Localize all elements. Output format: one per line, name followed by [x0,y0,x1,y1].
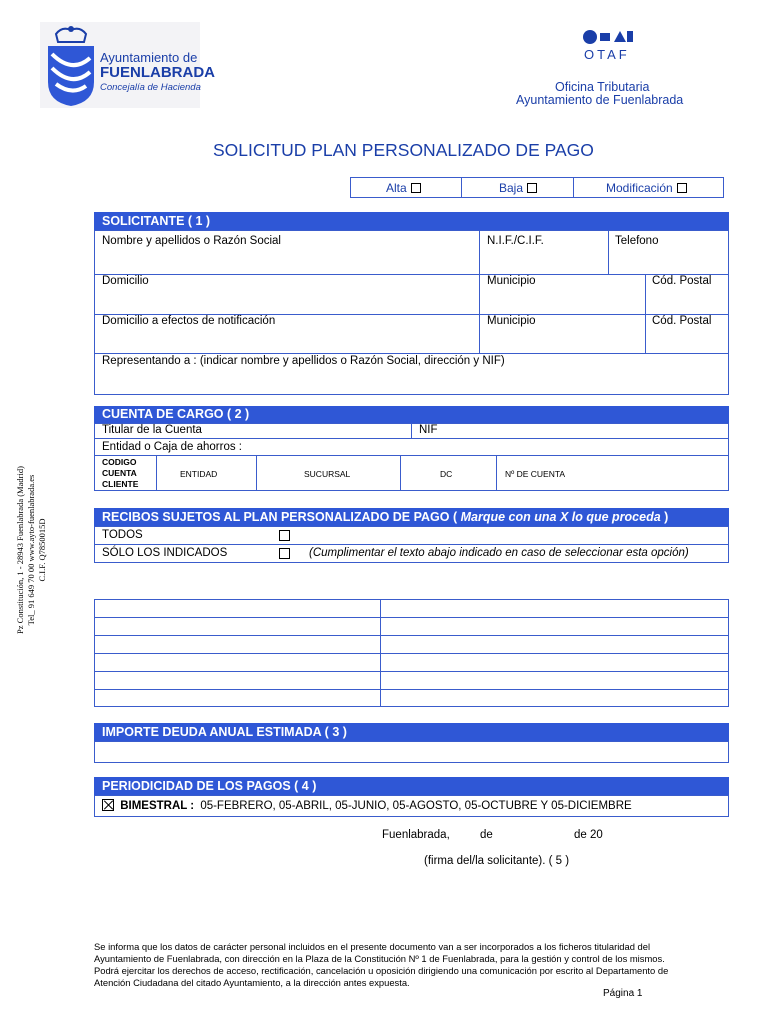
otaf-logo-icon [582,28,634,46]
todos-label: TODOS [102,529,143,541]
side-line3: C.I.F. Q7850015D [37,518,47,582]
codigo-label-1: CODIGO [102,457,137,467]
bimestral-label: BIMESTRAL : [120,800,195,812]
office-line1: Oficina Tributaria [555,80,650,94]
page-title: SOLICITUD PLAN PERSONALIZADO DE PAGO [213,140,594,160]
office-line2: Ayuntamiento de Fuenlabrada [516,93,684,107]
otaf-text: OTAF [584,47,630,62]
solo-label: SÓLO LOS INDICADOS [102,547,228,559]
privacy-notice [94,941,734,989]
impuesto-column-header: IMPUESTO [102,583,168,597]
baja-option[interactable]: Baja [499,181,537,195]
entidad-field[interactable]: Entidad o Caja de ahorros : [102,441,243,453]
represent-field[interactable]: Representando a : (indicar nombre y apellidos o Razón Social, dirección y NIF) [102,355,505,367]
municipality-logo [40,22,215,108]
table-row[interactable] [94,635,729,636]
dc-column[interactable]: DC [440,469,453,479]
sucursal-column[interactable]: SUCURSAL [304,469,351,479]
domicilio-field[interactable]: Domicilio [102,275,149,287]
table-row[interactable] [94,689,729,690]
importe-field[interactable] [94,741,729,763]
modificacion-option[interactable]: Modificación [606,181,687,195]
importe-header: IMPORTE DEUDA ANUAL ESTIMADA ( 3 ) [94,723,729,741]
privacy-line3: Podrá ejercitar los derechos de acceso, rectificación, cancelación u oposición dirigiendo una comunicación por escrito al Departamento de [94,965,669,976]
modificacion-checkbox[interactable] [677,183,687,193]
objeto-column-header: OBJETO TRIBUTARIO [386,583,517,597]
baja-checkbox[interactable] [527,183,537,193]
entidad-column[interactable]: ENTIDAD [180,469,218,479]
signature-city: Fuenlabrada, [382,829,450,841]
recibos-header: RECIBOS SUJETOS AL PLAN PERSONALIZADO DE PAGO ( Marque con una X lo que proceda ) [94,508,729,526]
codigo-label-2: CUENTA [102,468,137,478]
notif-address-field[interactable]: Domicilio a efectos de notificación [102,315,276,327]
cuenta-nif-field[interactable]: NIF [419,424,438,436]
cuenta-header: CUENTA DE CARGO ( 2 ) [94,406,729,423]
account-number-column[interactable]: Nº DE CUENTA [505,469,566,479]
side-line1: Pz Constitución, 1 - 28943 Fuenlabrada (Madrid) [15,466,25,634]
privacy-line2: Ayuntamiento de Fuenlabrada, con dirección en la Plaza de la Constitución Nº 1 de Fuenlabrada, para la gestión y control de los mismos. [94,953,665,964]
privacy-line4: Atención Ciudadana del citado Ayuntamiento, a la dirección antes expuesta. [94,977,410,988]
side-address-text [15,425,55,675]
phone-field[interactable]: Telefono [615,235,659,247]
solicitante-header: SOLICITANTE ( 1 ) [94,212,729,230]
bimestral-option[interactable] [102,799,632,812]
solicitante-section [94,230,729,395]
municipality-line2: FUENLABRADA [100,64,215,81]
periodicidad-header: PERIODICIDAD DE LOS PAGOS ( 4 ) [94,777,729,795]
alta-checkbox[interactable] [411,183,421,193]
bimestral-checked-icon[interactable] [102,799,114,811]
codigo-label-3: CLIENTE [102,479,139,489]
solo-checkbox[interactable] [279,548,290,559]
municipality-line3: Concejalía de Hacienda [100,82,201,93]
table-row[interactable] [94,671,729,672]
name-field[interactable]: Nombre y apellidos o Razón Social [102,235,281,247]
notif-municipio-field[interactable]: Municipio [487,315,536,327]
titular-field[interactable]: Titular de la Cuenta [102,424,202,436]
side-line2: Tel_ 91 649 70 00 www.ayto-fuenlabrada.es [26,474,36,626]
crown-shield-icon [42,24,100,108]
otaf-logo [582,28,634,64]
municipio-field[interactable]: Municipio [487,275,536,287]
page-number: Página 1 [603,988,643,999]
postal-field[interactable]: Cód. Postal [652,275,712,287]
notif-postal-field[interactable]: Cód. Postal [652,315,712,327]
bimestral-dates: 05-FEBRERO, 05-ABRIL, 05-JUNIO, 05-AGOSTO, 05-OCTUBRE Y 05-DICIEMBRE [200,800,632,812]
signature-label: (firma del/la solicitante). ( 5 ) [424,855,570,867]
privacy-line1: Se informa que los datos de carácter personal incluidos en el presente documento van a ser incorporados a los ficheros titularidad del [94,941,651,952]
solo-note: (Cumplimentar el texto abajo indicado en caso de seleccionar esta opción) [309,547,689,559]
table-row[interactable] [94,617,729,618]
todos-checkbox[interactable] [279,530,290,541]
alta-option[interactable]: Alta [386,181,421,195]
signature-de2: de 20 [574,829,603,841]
nif-field[interactable]: N.I.F./C.I.F. [487,235,544,247]
table-row[interactable] [94,653,729,654]
signature-de1: de [480,829,493,841]
municipality-line1: Ayuntamiento de [100,50,198,65]
